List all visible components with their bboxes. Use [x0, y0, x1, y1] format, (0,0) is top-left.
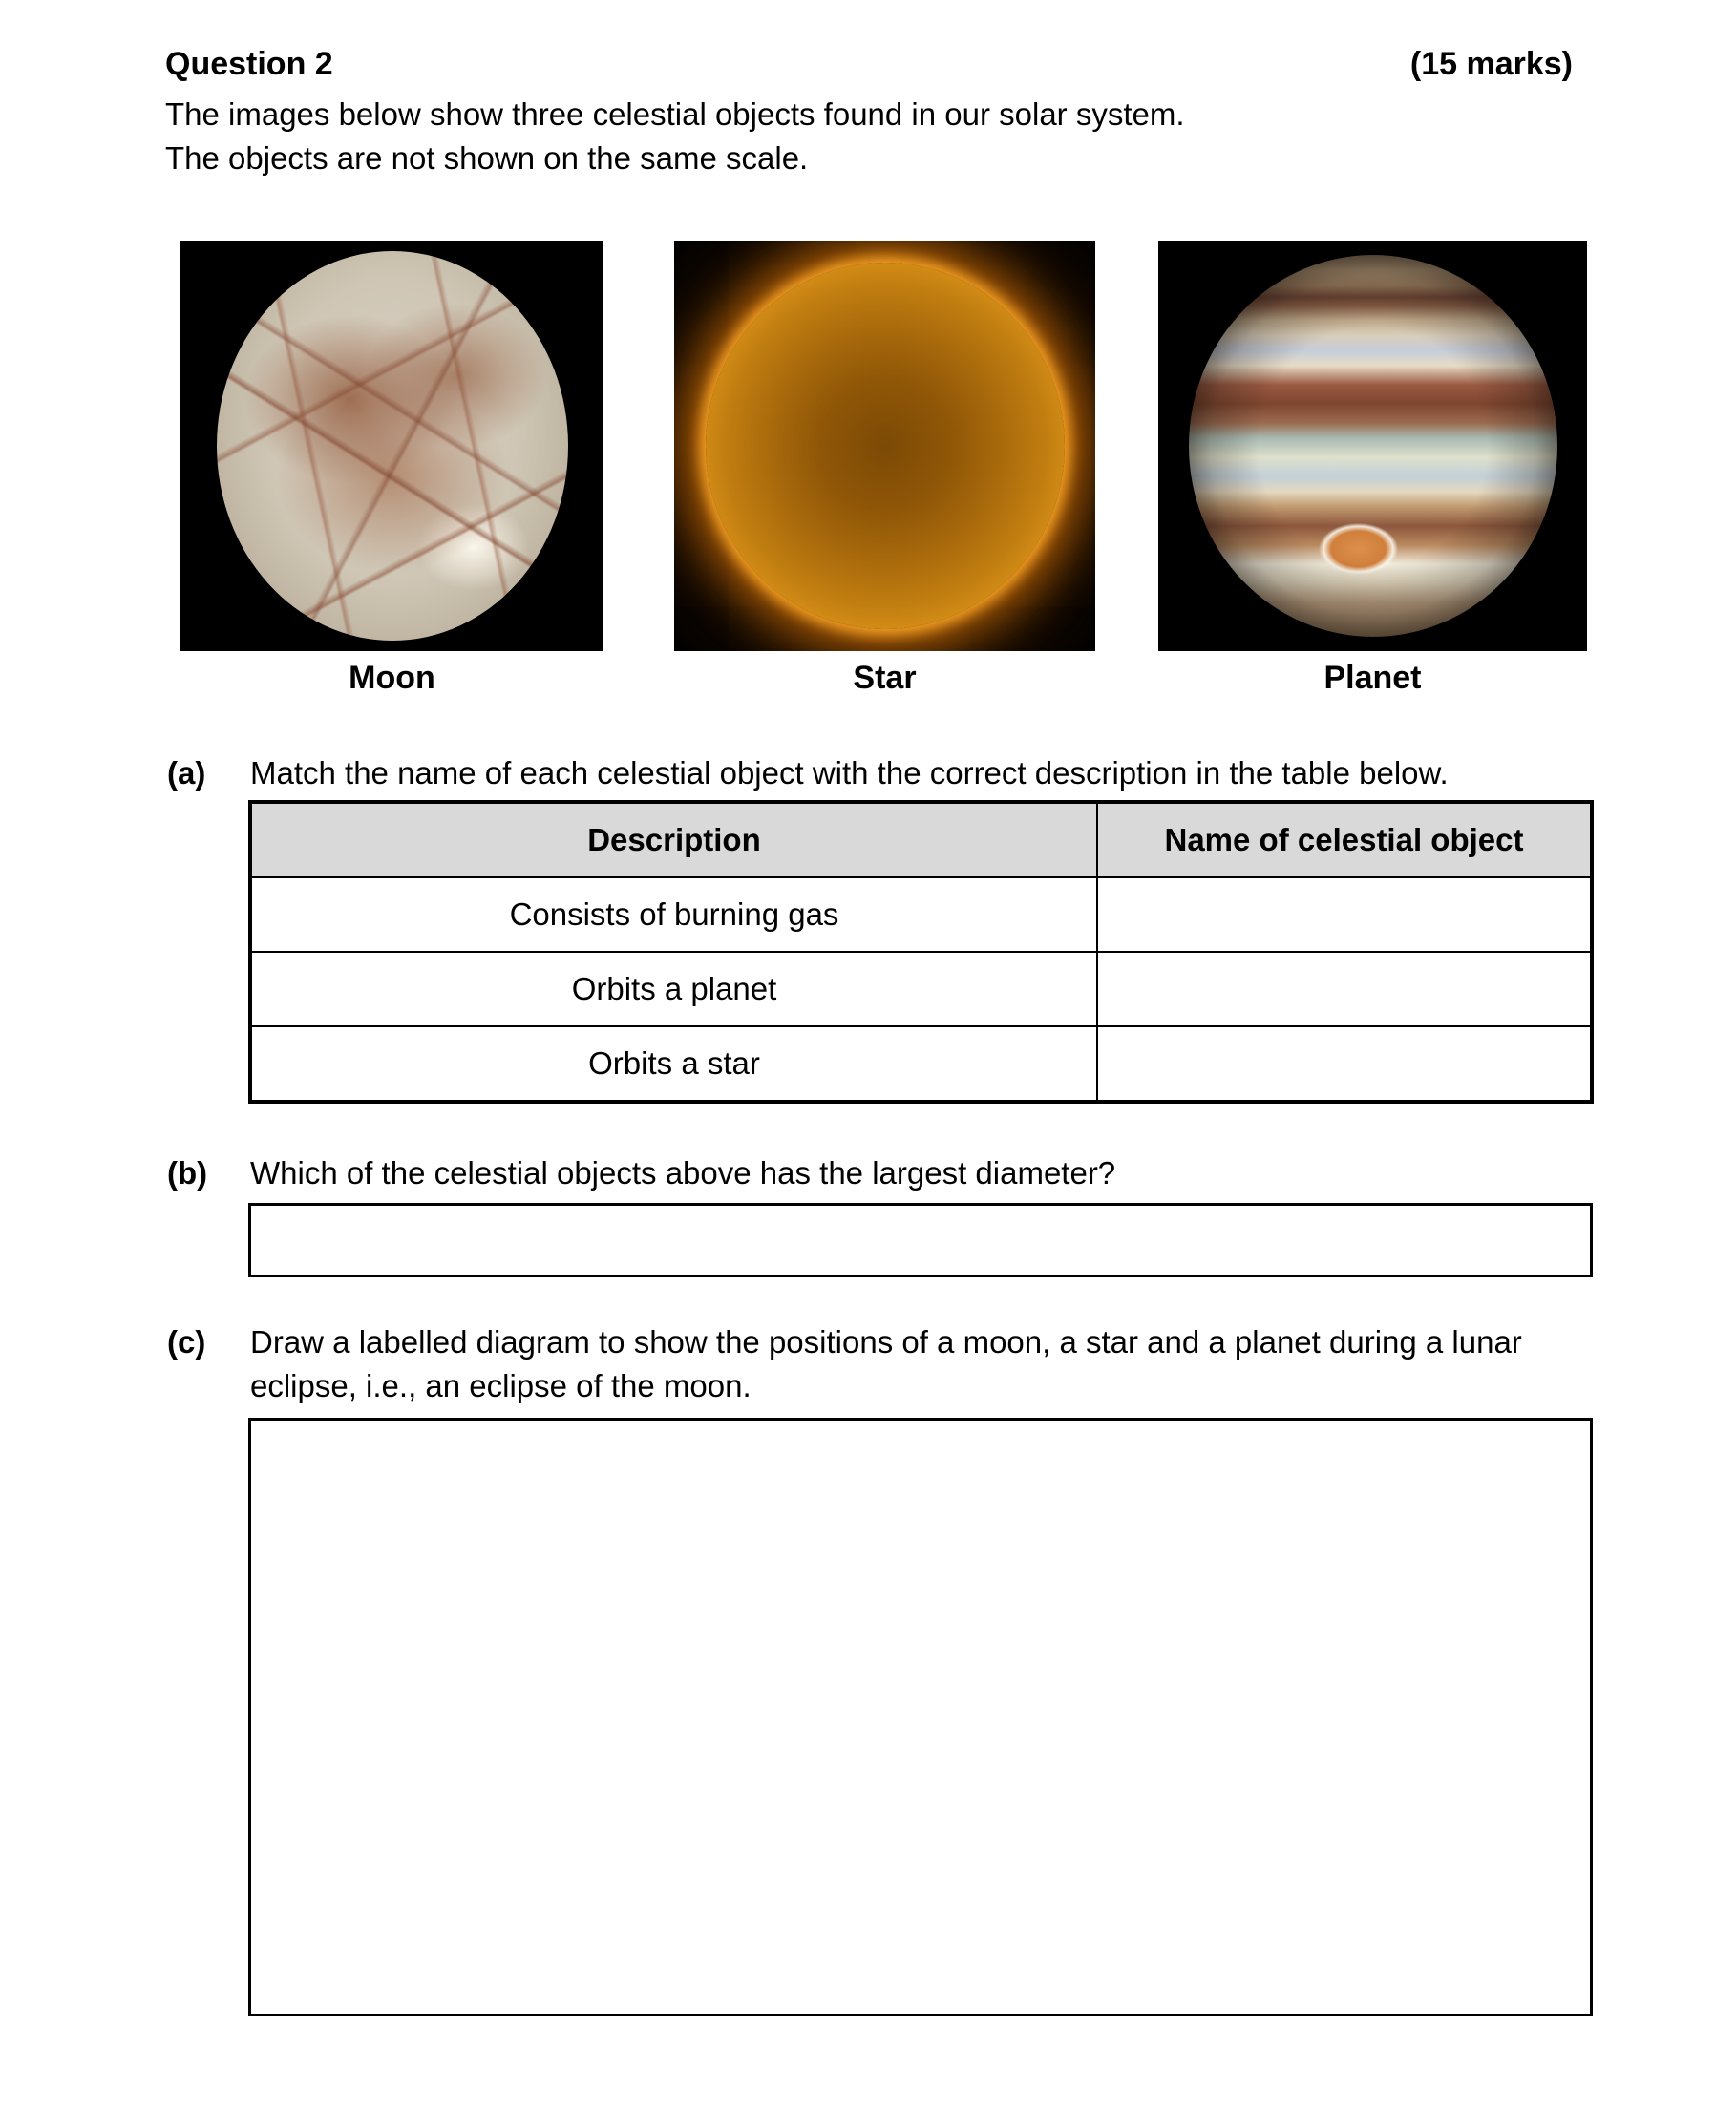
figure-label-moon: Moon	[349, 660, 435, 696]
question-title: Question 2	[165, 46, 333, 82]
answer-cell[interactable]	[1097, 877, 1592, 952]
star-photo	[674, 241, 1095, 651]
answer-cell[interactable]	[1097, 1026, 1592, 1102]
marks-label: (15 marks)	[1409, 46, 1573, 82]
figure-label-planet: Planet	[1323, 660, 1422, 696]
answer-box-b[interactable]	[248, 1203, 1593, 1277]
part-a-prompt: Match the name of each celestial object with the correct description in the table below.	[250, 755, 1449, 791]
part-c-label: (c)	[167, 1324, 206, 1360]
moon-image	[217, 251, 568, 641]
intro-line-1: The images below show three celestial objects found in our solar system.	[165, 96, 1185, 132]
part-c-prompt-line-2: eclipse, i.e., an eclipse of the moon.	[250, 1368, 752, 1403]
table-header-name: Name of celestial object	[1097, 802, 1592, 877]
part-a-label: (a)	[167, 755, 206, 791]
planet-image	[1189, 255, 1557, 637]
matching-table	[248, 800, 1594, 1104]
intro-line-2: The objects are not shown on the same scale.	[165, 140, 809, 176]
answer-cell[interactable]	[1097, 952, 1592, 1026]
figure-label-star: Star	[853, 660, 917, 696]
answer-box-c[interactable]	[248, 1418, 1593, 2016]
part-b-label: (b)	[167, 1155, 208, 1191]
part-c-prompt-line-1: Draw a labelled diagram to show the positions of a moon, a star and a planet during a lunar	[250, 1324, 1522, 1360]
table-row	[250, 952, 1592, 1026]
intro-text	[165, 93, 1185, 180]
part-c-prompt	[250, 1320, 1587, 1408]
description-cell: Orbits a star	[250, 1026, 1097, 1102]
description-cell: Orbits a planet	[250, 952, 1097, 1026]
moon-photo	[180, 241, 603, 651]
planet-photo	[1158, 241, 1587, 651]
description-cell: Consists of burning gas	[250, 877, 1097, 952]
table-header-description: Description	[250, 802, 1097, 877]
table-row	[250, 1026, 1592, 1102]
part-b-prompt: Which of the celestial objects above has the largest diameter?	[250, 1155, 1116, 1191]
star-image	[706, 263, 1065, 629]
table-row	[250, 877, 1592, 952]
table-header-row	[250, 802, 1592, 877]
